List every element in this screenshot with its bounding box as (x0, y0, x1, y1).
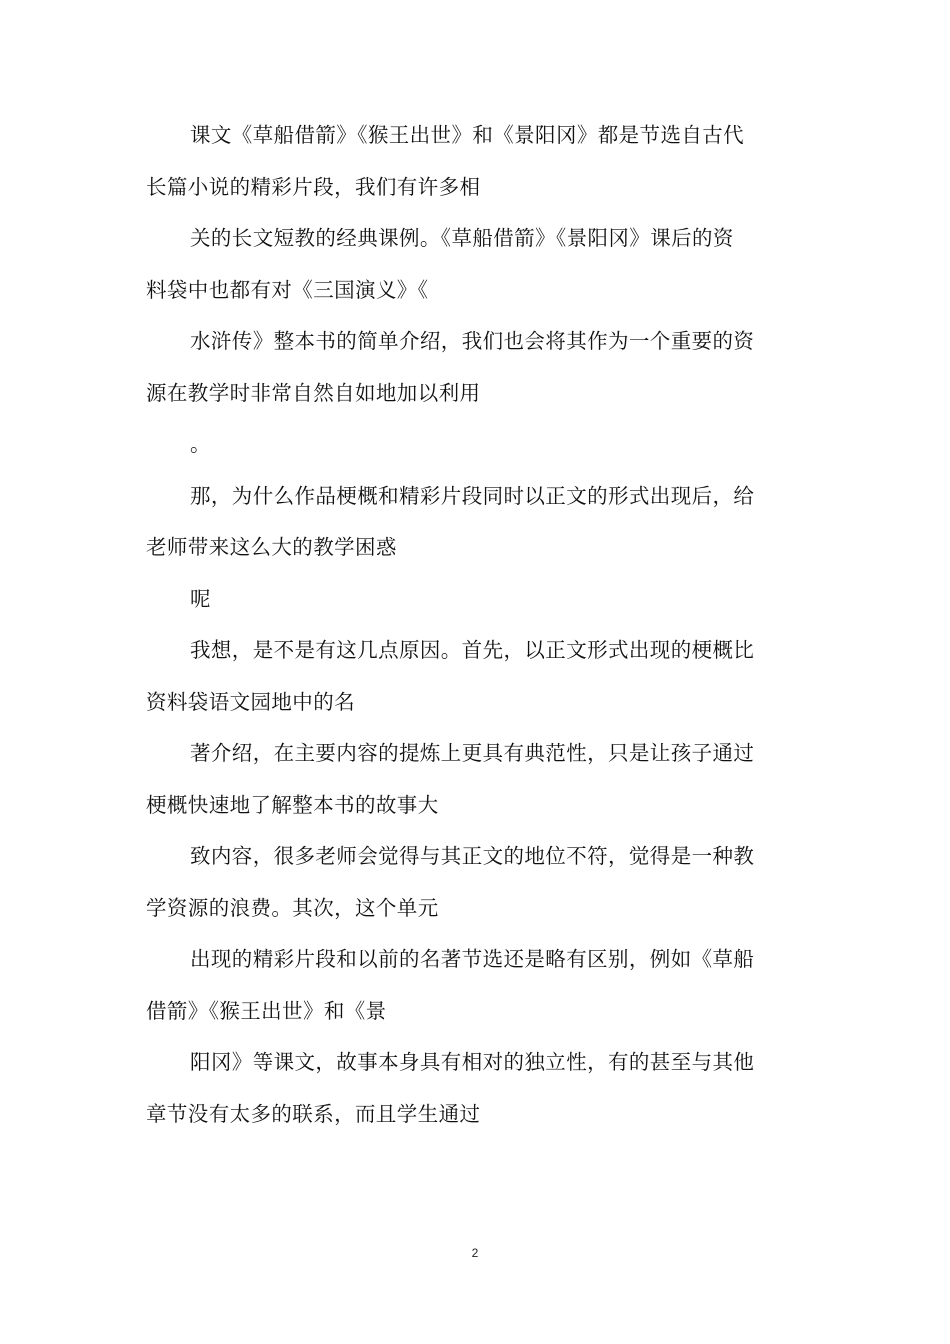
paragraph-10-line-2: 借箭》《猴王出世》和《景 (146, 998, 387, 1023)
page-number: 2 (471, 1246, 479, 1260)
paragraph-10-line-1: 出现的精彩片段和以前的名著节选还是略有区别，例如《草船 (190, 947, 755, 971)
paragraph-2-line-2: 料袋中也都有对《三国演义》《 (146, 277, 429, 302)
paragraph-4 (146, 419, 806, 471)
paragraph-11-line-2: 章节没有太多的联系，而且学生通过 (146, 1101, 481, 1126)
paragraph-2 (146, 213, 806, 316)
body-text (146, 110, 806, 1140)
paragraph-11-line-1: 阳冈》等课文，故事本身具有相对的独立性，有的甚至与其他 (190, 1050, 755, 1074)
paragraph-9-line-2: 学资源的浪费。其次，这个单元 (146, 895, 439, 920)
paragraph-6-line-1: 呢 (190, 586, 211, 611)
paragraph-5-line-2: 老师带来这么大的教学困惑 (146, 535, 397, 559)
paragraph-11 (146, 1037, 806, 1140)
paragraph-9 (146, 831, 806, 934)
paragraph-7-line-1: 我想，是不是有这几点原因。首先，以正文形式出现的梗概比 (190, 638, 755, 662)
paragraph-2-line-1: 关的长文短教的经典课例。《草船借箭》《景阳冈》课后的资 (190, 226, 734, 250)
paragraph-1-line-2: 长篇小说的精彩片段，我们有许多相 (146, 174, 481, 199)
paragraph-8-line-2: 梗概快速地了解整本书的故事大 (146, 792, 439, 817)
paragraph-8-line-1: 著介绍，在主要内容的提炼上更具有典范性，只是让孩子通过 (190, 741, 755, 765)
paragraph-1-line-1: 课文《草船借箭》《猴王出世》和《景阳冈》都是节选自古代 (190, 123, 745, 147)
paragraph-7-line-2: 资料袋语文园地中的名 (146, 689, 355, 714)
paragraph-10 (146, 934, 806, 1037)
paragraph-8 (146, 728, 806, 831)
paragraph-3-line-1: 水浒传》整本书的简单介绍，我们也会将其作为一个重要的资 (190, 329, 755, 353)
paragraph-3 (146, 316, 806, 419)
paragraph-5 (146, 471, 806, 574)
paragraph-6 (146, 574, 806, 626)
paragraph-5-line-1: 那，为什么作品梗概和精彩片段同时以正文的形式出现后，给 (190, 483, 755, 508)
paragraph-3-line-2: 源在教学时非常自然自如地加以利用 (146, 380, 481, 405)
paragraph-9-line-1: 致内容，很多老师会觉得与其正文的地位不符，觉得是一种教 (190, 844, 755, 868)
paragraph-1 (146, 110, 806, 213)
paragraph-4-line-1: 。 (190, 432, 211, 456)
paragraph-7 (146, 625, 806, 728)
